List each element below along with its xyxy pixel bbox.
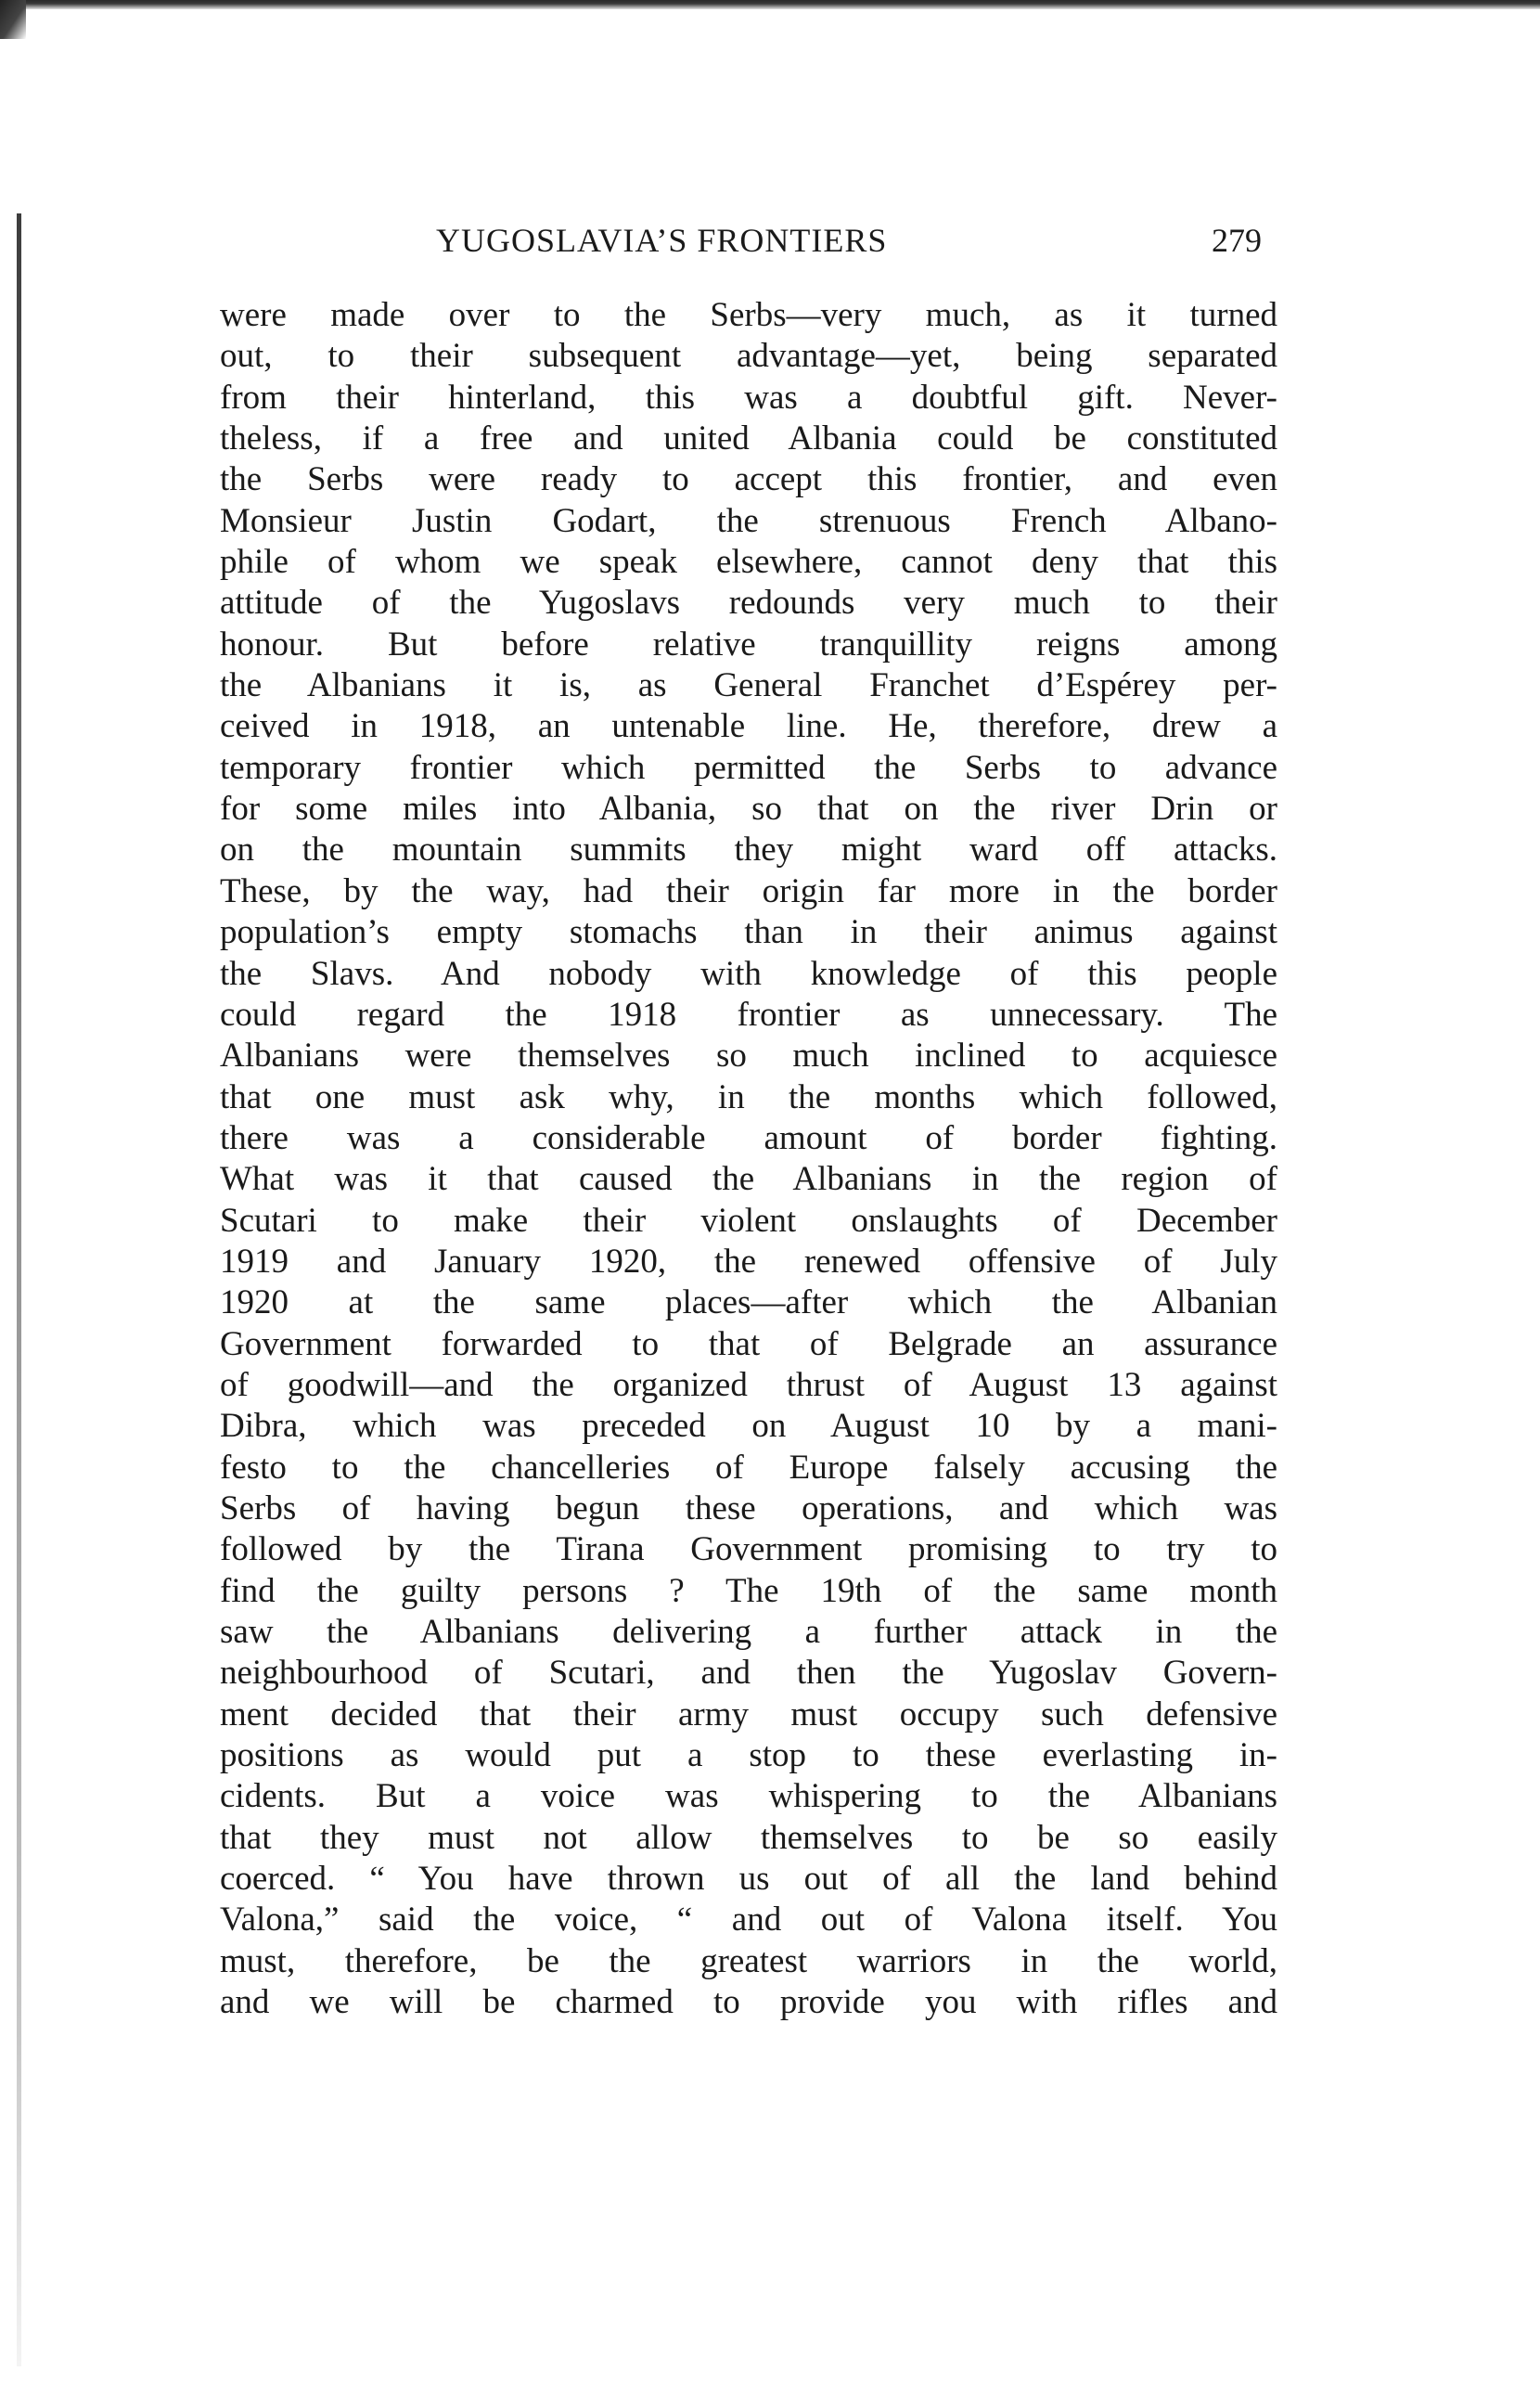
running-title: YUGOSLAVIA’S FRONTIERS xyxy=(436,222,888,259)
text-line: the Serbs were ready to accept this frontier, and even xyxy=(220,460,1277,499)
text-line: ment decided that their army must occupy such defensive xyxy=(220,1695,1277,1733)
text-line: neighbourhood of Scutari, and then the Yugoslav Govern- xyxy=(220,1654,1277,1693)
text-line: ceived in 1918, an untenable line. He, therefore, drew a xyxy=(220,707,1277,746)
text-line: could regard the 1918 frontier as unnecessary. The xyxy=(220,995,1277,1034)
text-line: that one must ask why, in the months which followed, xyxy=(220,1077,1277,1116)
body-text xyxy=(220,295,1277,2023)
text-line: cidents. But a voice was whispering to the Albanians xyxy=(220,1777,1277,1816)
text-line: saw the Albanians delivering a further attack in the xyxy=(220,1613,1277,1651)
text-line: festo to the chancelleries of Europe falsely accusing the xyxy=(220,1448,1277,1487)
text-line: from their hinterland, this was a doubtful gift. Never- xyxy=(220,378,1277,417)
text-line: Serbs of having begun these operations, and which was xyxy=(220,1488,1277,1527)
text-line: followed by the Tirana Government promising to try to xyxy=(220,1530,1277,1569)
scan-top-edge xyxy=(0,0,1540,9)
text-line: find the guilty persons ? The 19th of the same month xyxy=(220,1571,1277,1610)
text-line: What was it that caused the Albanians in the region of xyxy=(220,1160,1277,1199)
text-line: Scutari to make their violent onslaughts of December xyxy=(220,1201,1277,1240)
text-line: on the mountain summits they might ward off attacks. xyxy=(220,831,1277,870)
scan-binding-shadow xyxy=(17,213,21,2366)
text-line: temporary frontier which permitted the Serbs to advance xyxy=(220,748,1277,787)
text-line: coerced. “ You have thrown us out of all the land behind xyxy=(220,1860,1277,1899)
text-line: honour. But before relative tranquillity reigns among xyxy=(220,625,1277,664)
text-line: 1920 at the same places—after which the Albanian xyxy=(220,1283,1277,1322)
text-line: Dibra, which was preceded on August 10 by a mani- xyxy=(220,1407,1277,1446)
text-line: Monsieur Justin Godart, the strenuous French Albano- xyxy=(220,501,1277,540)
text-line: These, by the way, had their origin far more in the border xyxy=(220,871,1277,910)
text-line: attitude of the Yugoslavs redounds very much to their xyxy=(220,584,1277,623)
text-line: phile of whom we speak elsewhere, cannot deny that this xyxy=(220,543,1277,582)
text-line: were made over to the Serbs—very much, as it turned xyxy=(220,296,1277,334)
text-line: Government forwarded to that of Belgrade an assurance xyxy=(220,1324,1277,1363)
scan-corner-shadow xyxy=(0,0,26,39)
page-number: 279 xyxy=(1212,222,1262,259)
running-head xyxy=(436,221,1262,269)
text-line: the Slavs. And nobody with knowledge of this people xyxy=(220,954,1277,993)
text-line: the Albanians it is, as General Franchet d’Espérey per- xyxy=(220,666,1277,705)
text-line: that they must not allow themselves to be so easily xyxy=(220,1818,1277,1857)
text-line: theless, if a free and united Albania could be constituted xyxy=(220,419,1277,458)
text-line: Albanians were themselves so much inclined to acquiesce xyxy=(220,1037,1277,1076)
text-line: 1919 and January 1920, the renewed offensive of July xyxy=(220,1242,1277,1281)
text-line: positions as would put a stop to these everlasting in- xyxy=(220,1736,1277,1775)
text-line: must, therefore, be the greatest warriors in the world, xyxy=(220,1941,1277,1980)
text-line: of goodwill—and the organized thrust of August 13 against xyxy=(220,1365,1277,1404)
text-line: for some miles into Albania, so that on the river Drin or xyxy=(220,790,1277,829)
text-line: Valona,” said the voice, “ and out of Valona itself. You xyxy=(220,1901,1277,1939)
text-line: there was a considerable amount of border fighting. xyxy=(220,1118,1277,1157)
text-line: population’s empty stomachs than in their animus against xyxy=(220,913,1277,952)
text-line: out, to their subsequent advantage—yet, being separated xyxy=(220,337,1277,376)
text-line: and we will be charmed to provide you with rifles and xyxy=(220,1983,1277,2022)
